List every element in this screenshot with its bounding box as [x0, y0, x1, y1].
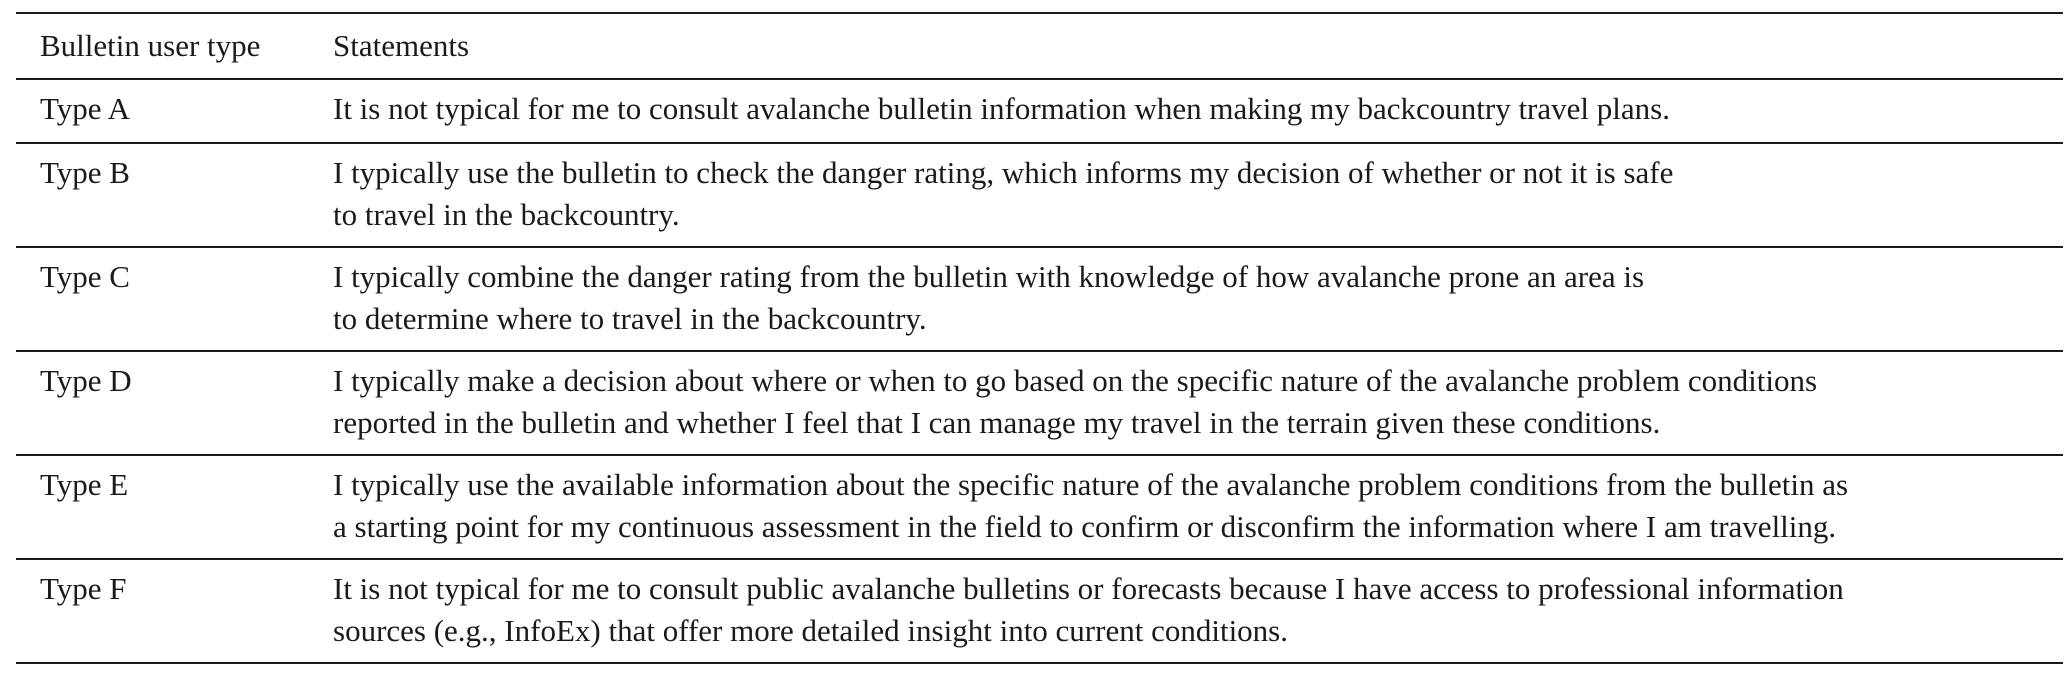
statement-line: to determine where to travel in the backcountry. [333, 301, 927, 336]
user-type-cell: Type C [40, 259, 130, 294]
statement-line: I typically use the available information about the specific nature of the avalanche problem conditions from the bulletin as [333, 467, 1849, 502]
statement-line: I typically combine the danger rating from the bulletin with knowledge of how avalanche prone an area is [333, 259, 1645, 294]
table-row [16, 143, 2063, 247]
table-row [16, 455, 2063, 559]
user-type-cell: Type F [40, 571, 127, 606]
statement-cell [333, 351, 2063, 455]
statement-line: It is not typical for me to consult public avalanche bulletins or forecasts because I have access to professional information [333, 571, 1844, 606]
statement-line: I typically use the bulletin to check the danger rating, which informs my decision of whether or not it is safe [333, 155, 1674, 190]
table-row [16, 351, 2063, 455]
statement-cell [333, 143, 2063, 247]
statement-cell [333, 559, 2063, 663]
statement-cell [333, 79, 2063, 143]
statement-line: to travel in the backcountry. [333, 197, 680, 232]
statement-line: I typically make a decision about where or when to go based on the specific nature of the avalanche problem conditions [333, 363, 1818, 398]
statement-line: reported in the bulletin and whether I feel that I can manage my travel in the terrain given these conditions. [333, 405, 1661, 440]
user-type-cell: Type E [40, 467, 129, 502]
user-type-cell: Type D [40, 363, 132, 398]
table-body [16, 79, 2063, 663]
table-row [16, 79, 2063, 143]
statement-line: It is not typical for me to consult avalanche bulletin information when making my backcountry travel plans. [333, 91, 1670, 126]
header-bulletin-user-type: Bulletin user type [40, 28, 261, 63]
statement-cell [333, 247, 2063, 351]
user-type-table [16, 12, 2063, 664]
user-type-table-container [16, 12, 2063, 664]
user-type-cell: Type A [40, 91, 130, 126]
statement-line: sources (e.g., InfoEx) that offer more detailed insight into current conditions. [333, 613, 1288, 648]
table-row [16, 559, 2063, 663]
statement-line: a starting point for my continuous assessment in the field to confirm or disconfirm the information where I am travelling. [333, 509, 1837, 544]
table-row [16, 247, 2063, 351]
header-statements: Statements [333, 28, 470, 63]
table-header [16, 13, 2063, 79]
header-row [16, 13, 2063, 79]
statement-cell [333, 455, 2063, 559]
user-type-cell: Type B [40, 155, 130, 190]
